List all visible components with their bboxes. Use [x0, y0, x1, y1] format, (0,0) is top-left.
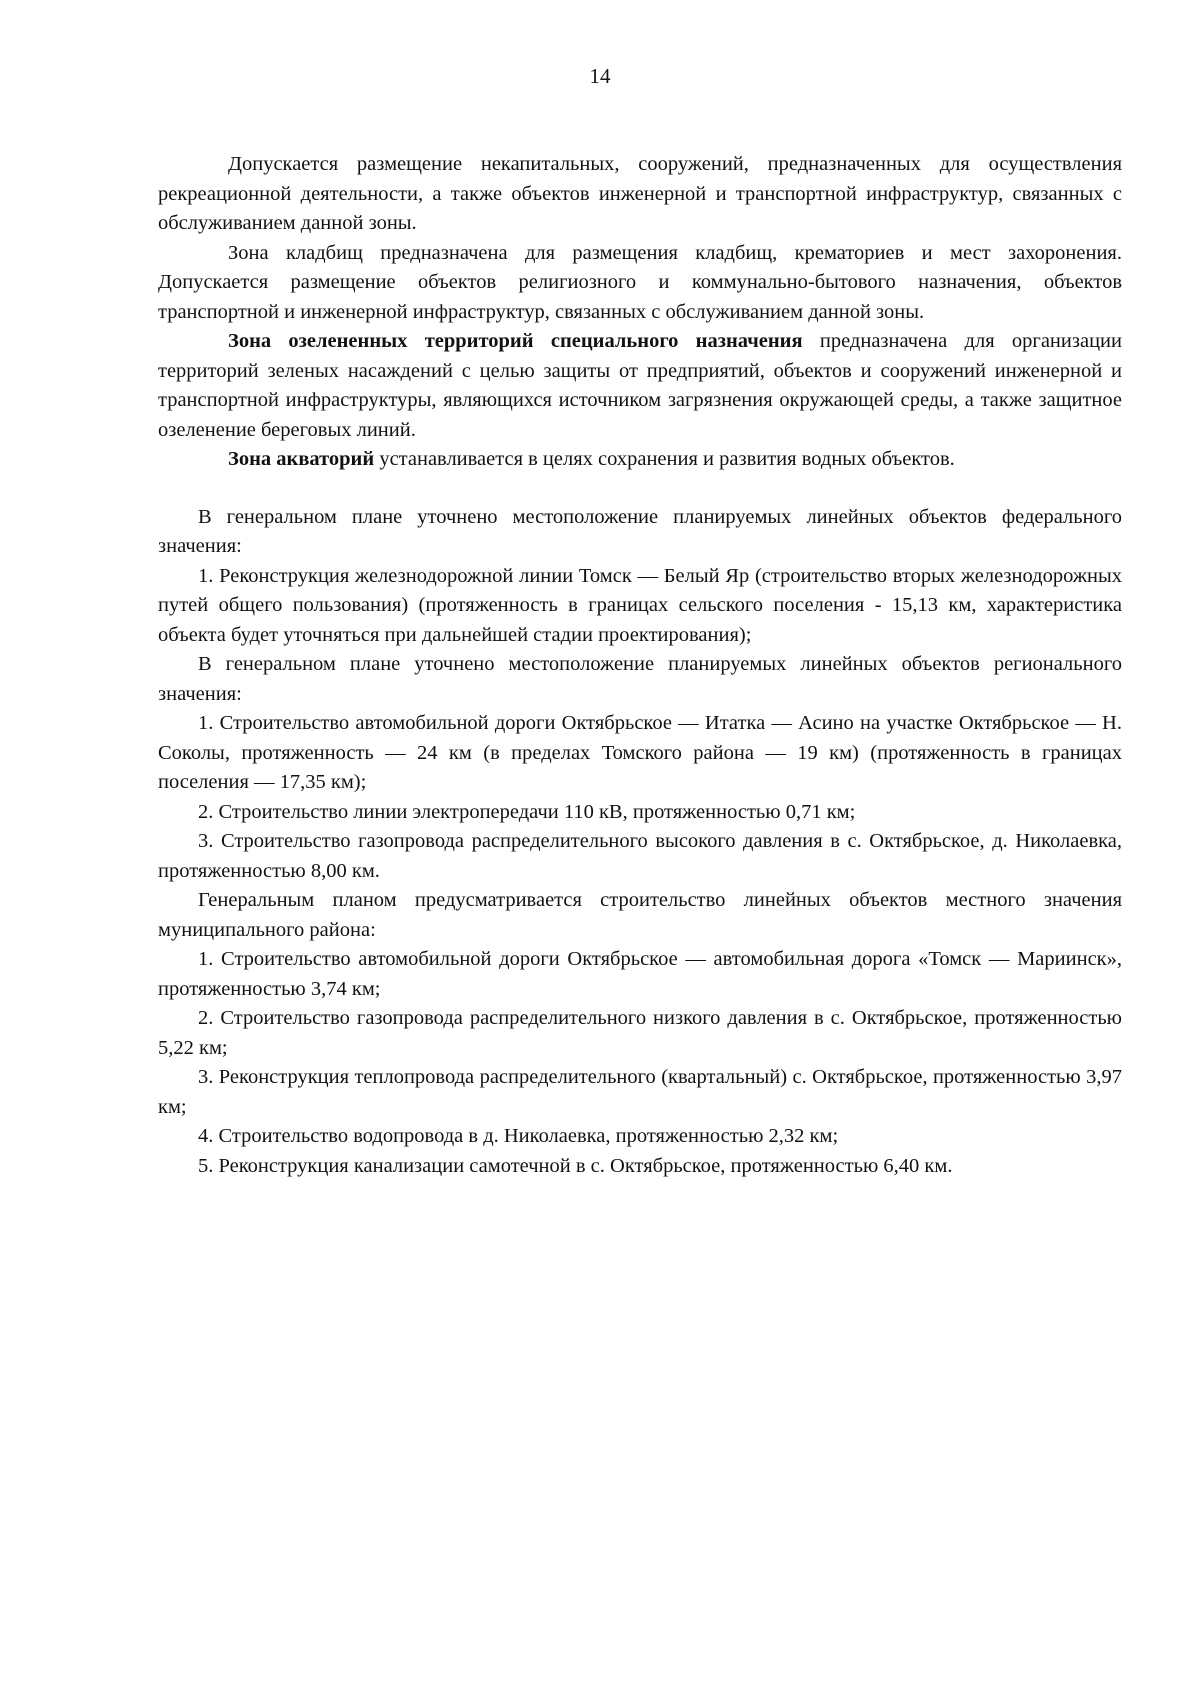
local-item-2: 2. Строительство газопровода распределительного низкого давления в с. Октябрьское, протяженностью 5,22 км;	[158, 1007, 1122, 1059]
paragraph-recreation-structures: Допускается размещение некапитальных, сооружений, предназначенных для осуществления рекреационной деятельности, а также объектов инженерной и транспортной инфраструктур, связанных с обслуживанием данной зоны.	[158, 153, 1122, 234]
regional-item-3: 3. Строительство газопровода распределительного высокого давления в с. Октябрьское, д. Николаевка, протяженностью 8,00 км.	[158, 830, 1122, 882]
regional-item-1: 1. Строительство автомобильной дороги Октябрьское — Итатка — Асино на участке Октябрьское — Н. Соколы, протяженность — 24 км (в пределах Томского района — 19 км) (протяженность в границах поселения — 17,35 км);	[158, 712, 1122, 793]
federal-item-1: 1. Реконструкция железнодорожной линии Томск — Белый Яр (строительство вторых железнодорожных путей общего пользования) (протяженность в границах сельского поселения - 15,13 км, характеристика объекта будет уточняться при дальнейшей стадии проектирования);	[158, 564, 1122, 646]
regional-objects-intro: В генеральном плане уточнено местоположение планируемых линейных объектов регионального значения:	[158, 653, 1122, 705]
local-item-5: 5. Реконструкция канализации самотечной в с. Октябрьское, протяженностью 6,40 км.	[198, 1154, 953, 1177]
local-item-3: 3. Реконструкция теплопровода распределительного (квартальный) с. Октябрьское, протяженностью 3,97 км;	[158, 1066, 1122, 1118]
paragraph-green-zone	[158, 327, 1122, 445]
water-zone-term: Зона акваторий	[228, 448, 375, 470]
green-zone-description: предназначена для организации территорий зеленых насаждений с целью защиты от предприятий, объектов и сооружений инженерной и транспортной инфраструктуры, являющихся источником загрязнения окружающей среды, а также защитное озеленение береговых линий.	[158, 330, 1122, 441]
page-number: 14	[589, 64, 611, 88]
green-zone-term: Зона озелененных территорий специального назначения	[228, 330, 803, 352]
document-body	[158, 150, 1122, 1181]
section-spacer	[158, 475, 1122, 503]
paragraph-cemetery-zone: Зона кладбищ предназначена для размещения кладбищ, крематориев и мест захоронения. Допускается размещение объектов религиозного и коммунально-бытового назначения, объектов транспортной и инженерной инфраструктур, связанных с обслуживанием данной зоны.	[158, 241, 1122, 323]
federal-objects-intro: В генеральном плане уточнено местоположение планируемых линейных объектов федерального значения:	[158, 505, 1122, 557]
paragraph-water-zone	[158, 445, 1122, 475]
local-item-1: 1. Строительство автомобильной дороги Октябрьское — автомобильная дорога «Томск — Мариинск», протяженностью 3,74 км;	[158, 948, 1122, 1000]
regional-item-2: 2. Строительство линии электропередачи 110 кВ, протяженностью 0,71 км;	[198, 800, 856, 823]
local-objects-intro: Генеральным планом предусматривается строительство линейных объектов местного значения муниципального района:	[158, 889, 1122, 941]
local-item-4: 4. Строительство водопровода в д. Николаевка, протяженностью 2,32 км;	[198, 1125, 839, 1147]
water-zone-description: устанавливается в целях сохранения и развития водных объектов.	[374, 448, 955, 470]
